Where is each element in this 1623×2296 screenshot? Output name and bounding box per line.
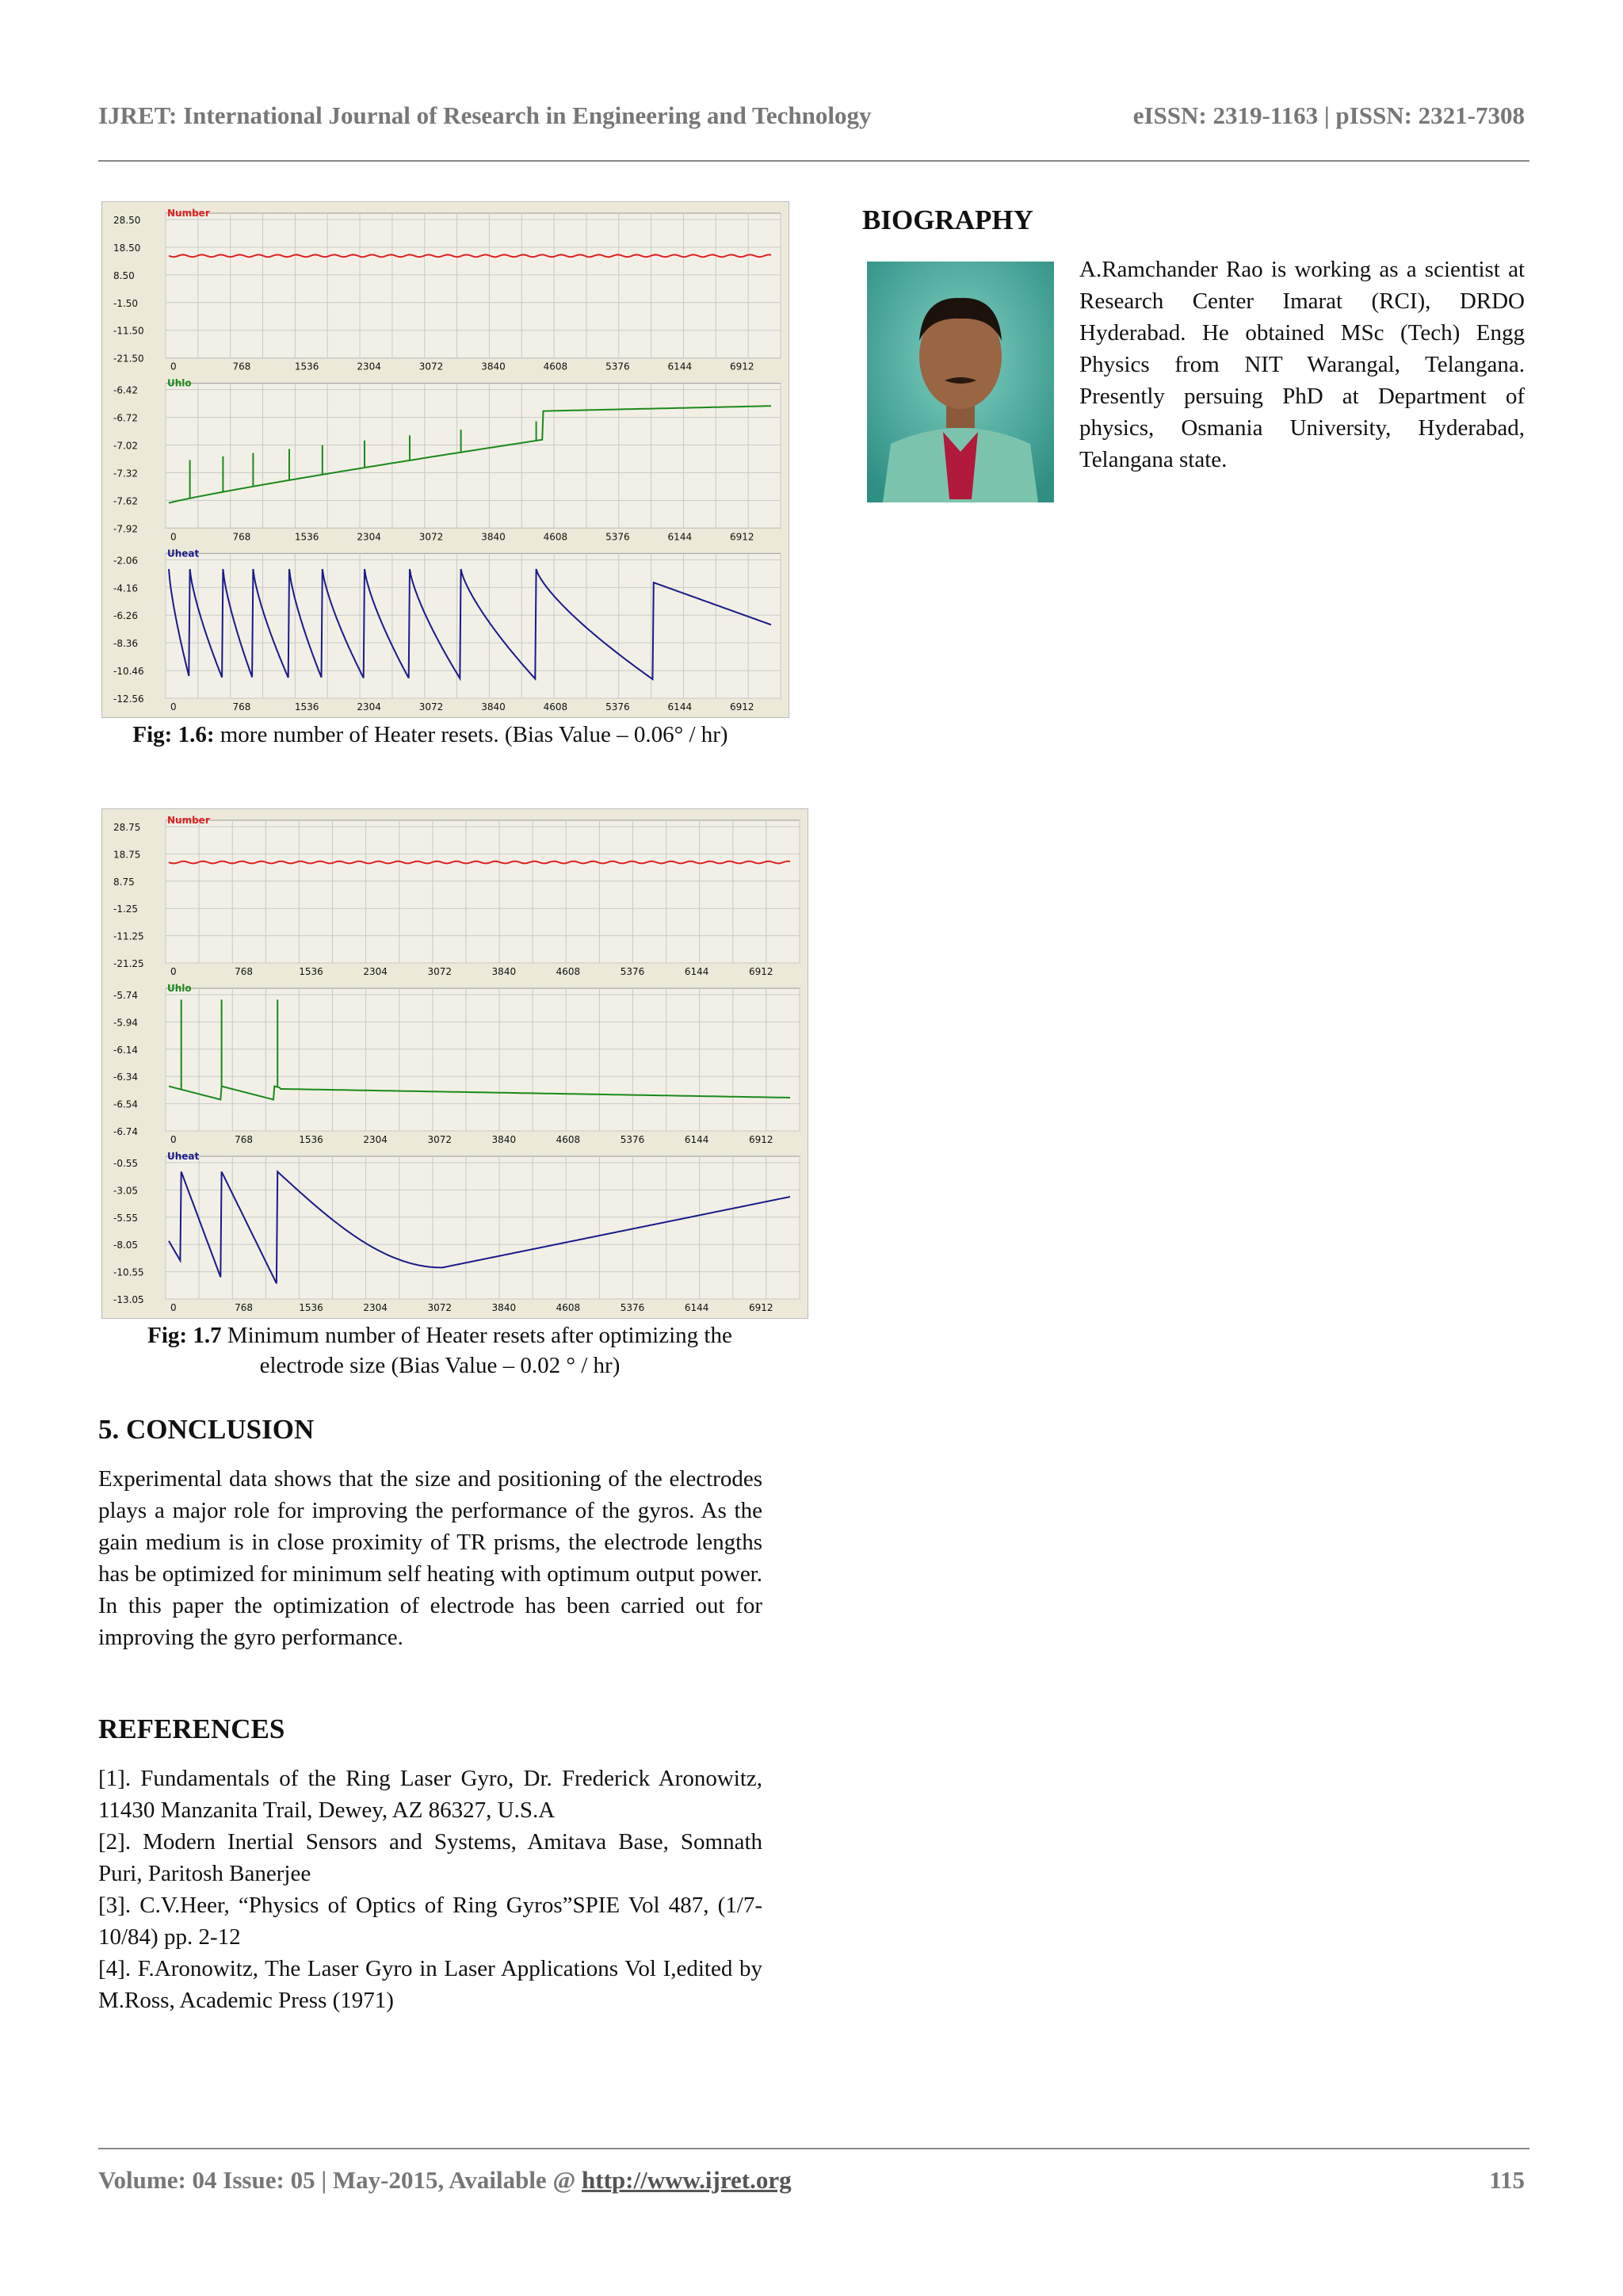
series-label: Number	[167, 208, 210, 219]
y-tick-label: 28.50	[113, 215, 141, 226]
x-tick-label: 2304	[363, 1134, 388, 1145]
y-tick-label: -4.16	[113, 583, 139, 594]
references-list	[98, 1763, 762, 2016]
series-label: Uhlo	[167, 377, 192, 389]
y-tick-label: -1.25	[113, 904, 139, 915]
biography-heading: BIOGRAPHY	[862, 204, 1033, 235]
x-tick-label: 4608	[543, 701, 568, 712]
y-tick-label: -6.54	[113, 1098, 139, 1110]
x-tick-label: 5376	[620, 1302, 645, 1313]
x-tick-label: 4608	[556, 1302, 581, 1313]
x-tick-label: 3840	[481, 531, 506, 543]
y-tick-label: -21.25	[113, 958, 144, 969]
x-tick-label: 3072	[427, 966, 452, 977]
x-tick-label: 4608	[543, 361, 568, 372]
x-tick-label: 3072	[427, 1302, 452, 1313]
x-tick-label: 768	[235, 1134, 254, 1145]
x-tick-label: 3072	[418, 701, 444, 712]
footer-rule	[98, 2148, 1529, 2149]
journal-title: IJRET: International Journal of Research in Engineering and Technology	[98, 101, 872, 129]
figure-1-6	[101, 201, 789, 718]
series-label: Uheat	[167, 548, 200, 560]
x-tick-label: 2304	[357, 361, 381, 372]
x-tick-label: 1536	[294, 531, 319, 543]
x-tick-label: 4608	[556, 966, 581, 977]
y-tick-label: 18.50	[113, 242, 141, 254]
x-tick-label: 6912	[730, 361, 754, 372]
x-tick-label: 1536	[294, 361, 319, 372]
journal-header	[98, 101, 1525, 130]
x-tick-label: 768	[232, 531, 251, 543]
x-tick-label: 6144	[667, 701, 693, 712]
y-tick-label: -5.74	[113, 990, 139, 1001]
x-tick-label: 768	[232, 361, 251, 372]
x-tick-label: 2304	[357, 531, 381, 543]
y-tick-label: -13.05	[113, 1294, 144, 1305]
x-tick-label: 2304	[363, 1302, 388, 1313]
y-tick-label: -6.34	[113, 1072, 139, 1083]
y-tick-label: -2.06	[113, 555, 139, 567]
y-tick-label: -11.25	[113, 930, 144, 942]
x-tick-label: 5376	[620, 1134, 645, 1145]
x-tick-label: 0	[170, 531, 177, 543]
y-tick-label: -12.56	[113, 693, 144, 705]
figure-1-6-chart	[102, 202, 789, 717]
figure-1-7-caption	[103, 1320, 777, 1381]
x-tick-label: 768	[235, 966, 254, 977]
y-tick-label: -8.05	[113, 1240, 139, 1251]
journal-link[interactable]: http://www.ijret.org	[582, 2166, 792, 2194]
x-tick-label: 4608	[556, 1134, 581, 1145]
y-tick-label: -11.50	[113, 325, 144, 337]
portrait-image	[867, 262, 1054, 502]
y-tick-label: 28.75	[113, 822, 141, 833]
figure-1-7	[101, 808, 808, 1319]
x-tick-label: 2304	[363, 966, 388, 977]
x-tick-label: 3072	[427, 1134, 452, 1145]
x-tick-label: 0	[170, 361, 177, 372]
x-tick-label: 0	[170, 966, 177, 977]
x-tick-label: 768	[235, 1302, 254, 1313]
figure-1-7-chart	[102, 809, 808, 1318]
x-tick-label: 6912	[749, 966, 773, 977]
y-tick-label: 8.50	[113, 269, 135, 281]
x-tick-label: 0	[170, 701, 177, 712]
x-tick-label: 1536	[299, 1302, 323, 1313]
y-tick-label: -10.55	[113, 1266, 144, 1278]
x-tick-label: 1536	[299, 1134, 323, 1145]
x-tick-label: 0	[170, 1302, 177, 1313]
x-tick-label: 4608	[543, 531, 568, 543]
page-number: 115	[1489, 2166, 1525, 2194]
y-tick-label: -5.94	[113, 1017, 139, 1029]
x-tick-label: 768	[232, 701, 251, 712]
plot-area	[166, 553, 781, 698]
x-tick-label: 3840	[481, 701, 506, 712]
x-tick-label: 6144	[684, 966, 709, 977]
y-tick-label: -0.55	[113, 1158, 139, 1169]
x-tick-label: 5376	[605, 361, 630, 372]
caption-text: more number of Heater resets. (Bias Value – 0.06° / hr)	[214, 722, 728, 747]
reference-item: [1]. Fundamentals of the Ring Laser Gyro, Dr. Frederick Aronowitz, 11430 Manzanita Trail, Dewey, AZ 86327, U.S.A	[98, 1766, 762, 1823]
plot-area	[166, 213, 781, 358]
biography-text: A.Ramchander Rao is working as a scientist at Research Center Imarat (RCI), DRDO Hyderabad. He obtained MSc (Tech) Engg Physics from NIT Warangal, Telangana. Presently persuing PhD at Department of physics, Osmania University, Hyderabad, Telangana state.	[1079, 257, 1525, 472]
y-tick-label: -6.72	[113, 412, 139, 424]
y-tick-label: -5.55	[113, 1212, 139, 1224]
x-tick-label: 6144	[684, 1134, 709, 1145]
x-tick-label: 6912	[730, 701, 754, 712]
plot-area	[166, 384, 781, 529]
x-tick-label: 5376	[605, 701, 630, 712]
y-tick-label: -6.74	[113, 1126, 139, 1137]
y-tick-label: -6.14	[113, 1044, 139, 1056]
y-tick-label: -7.92	[113, 523, 139, 535]
x-tick-label: 1536	[299, 966, 323, 977]
footer-volume: Volume: 04 Issue: 05 | May-2015, Available @	[98, 2166, 582, 2194]
y-tick-label: -7.02	[113, 440, 139, 452]
series-label: Uhlo	[167, 983, 192, 994]
x-tick-label: 6912	[749, 1134, 773, 1145]
x-tick-label: 3840	[481, 361, 506, 372]
x-tick-label: 6144	[667, 531, 693, 543]
y-tick-label: -3.05	[113, 1185, 139, 1197]
author-photo	[867, 262, 1054, 502]
plot-area	[166, 1156, 800, 1299]
x-tick-label: 6912	[749, 1302, 773, 1313]
y-tick-label: -1.50	[113, 297, 139, 309]
x-tick-label: 5376	[620, 966, 645, 977]
x-tick-label: 1536	[294, 701, 319, 712]
x-tick-label: 6912	[730, 531, 754, 543]
y-tick-label: -6.26	[113, 610, 139, 622]
x-tick-label: 3072	[418, 531, 444, 543]
x-tick-label: 3072	[418, 361, 444, 372]
caption-text: Minimum number of Heater resets after optimizing the electrode size (Bias Value – 0.02 ° / hr)	[221, 1323, 732, 1378]
series-label: Number	[167, 815, 210, 826]
x-tick-label: 3840	[491, 1134, 517, 1145]
reference-item: [2]. Modern Inertial Sensors and Systems, Amitava Base, Somnath Puri, Paritosh Banerjee	[98, 1829, 762, 1886]
conclusion-heading: 5. CONCLUSION	[98, 1414, 315, 1445]
reference-item: [4]. F.Aronowitz, The Laser Gyro in Laser Applications Vol I,edited by M.Ross, Academic Press (1971)	[98, 1956, 762, 2013]
y-tick-label: 18.75	[113, 849, 141, 861]
x-tick-label: 5376	[605, 531, 630, 543]
figure-1-6-caption	[94, 720, 767, 750]
x-tick-label: 3840	[491, 966, 517, 977]
y-tick-label: -7.62	[113, 495, 139, 507]
header-rule	[98, 160, 1529, 162]
x-tick-label: 6144	[684, 1302, 709, 1313]
plot-area	[166, 820, 800, 963]
x-tick-label: 6144	[667, 361, 693, 372]
reference-item: [3]. C.V.Heer, “Physics of Optics of Ring Gyros”SPIE Vol 487, (1/7-10/84) pp. 2-12	[98, 1893, 762, 1950]
y-tick-label: -6.42	[113, 384, 139, 396]
y-tick-label: -10.46	[113, 666, 144, 678]
x-tick-label: 3840	[491, 1302, 517, 1313]
series-label: Uheat	[167, 1151, 200, 1162]
conclusion-text: Experimental data shows that the size and positioning of the electrodes plays a major role for improving the performance of the gyros. As the gain medium is in close proximity of TR prisms, the electrode lengths has be optimized for minimum self heating with optimum output power. In this paper the optimization of electrode has been carried out for improving the gyro performance.	[98, 1466, 762, 1650]
y-tick-label: -7.32	[113, 468, 139, 479]
references-heading: REFERENCES	[98, 1713, 285, 1744]
y-tick-label: -8.36	[113, 638, 139, 650]
issn: eISSN: 2319-1163 | pISSN: 2321-7308	[1132, 101, 1525, 129]
y-tick-label: -21.50	[113, 353, 144, 365]
footer	[98, 2166, 1525, 2195]
plot-area	[166, 988, 800, 1131]
caption-label: Fig: 1.6:	[132, 722, 215, 747]
x-tick-label: 0	[170, 1134, 177, 1145]
y-tick-label: 8.75	[113, 876, 135, 888]
caption-label: Fig: 1.7	[147, 1323, 222, 1348]
x-tick-label: 2304	[357, 701, 381, 712]
